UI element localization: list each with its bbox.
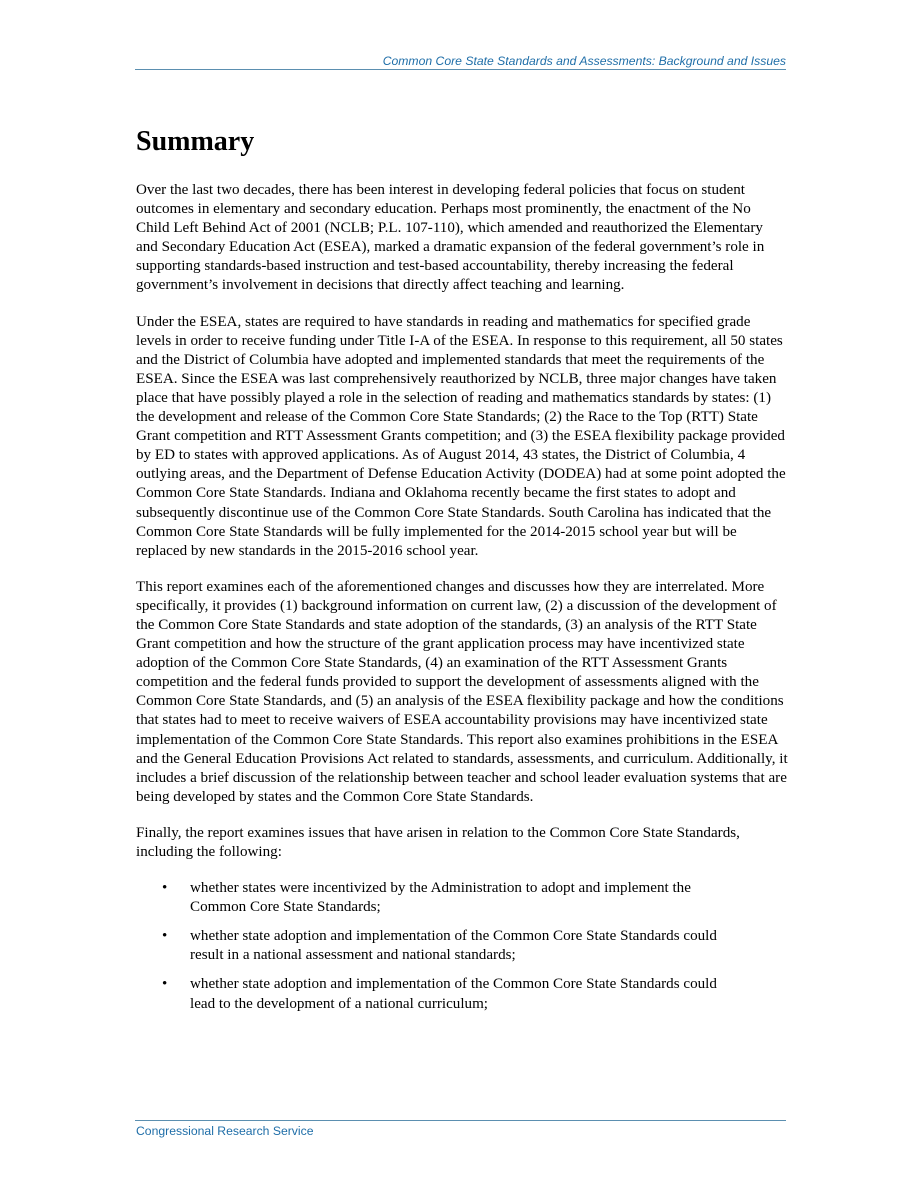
paragraph-1: Over the last two decades, there has been interest in developing federal policies that focus on student outcomes in elementary and secondary education. Perhaps most prominently, the enactment of the No Child Left Behind Act of 2001 (NCLB; P.L. 107-110), which amended and reauthorized the Elementary and Secondary Education Act (ESEA), marked a dramatic expansion of the federal government’s role in supporting standards-based instruction and test-based accountability, thereby increasing the federal government’s involvement in decisions that directly affect teaching and learning. [136, 182, 765, 294]
bullet-icon: • [162, 880, 168, 897]
paragraph-2: Under the ESEA, states are required to have standards in reading and mathematics for specified grade levels in order to receive funding under Title I-A of the ESEA. In response to this requirement, all 50 states and the District of Columbia have adopted and implemented standards that meet the requirements of the ESEA. Since the ESEA was last comprehensively reauthorized by NCLB, three major changes have taken place that have possibly played a role in the selection of reading and mathematics standards by states: (1) the development and release of the Common Core State Standards; (2) the Race to the Top (RTT) State Grant competition and RTT Assessment Grants competition; and (3) the ESEA flexibility package provided by ED to states with approved applications. As of August 2014, 43 states, the District of Columbia, 4 outlying areas, and the Department of Defense Education Activity (DODEA) had at some point adopted the Common Core State Standards. Indiana and Oklahoma recently became the first states to adopt and subsequently discontinue use of the Common Core State Standards. South Carolina has indicated that the Common Core State Standards will be fully implemented for the 2014-2015 school year but will be replaced by new standards in the 2015-2016 school year. [136, 313, 786, 559]
list-item [136, 927, 730, 965]
list-item [136, 975, 730, 1013]
list-item-text: whether state adoption and implementation of the Common Core State Standards could result in a national assessment and national standards; [190, 928, 717, 964]
issues-list [136, 879, 788, 1014]
paragraph-3: This report examines each of the aforementioned changes and discusses how they are interrelated. More specifically, it provides (1) background information on current law, (2) a discussion of the development of the Common Core State Standards and state adoption of the standards, (3) an analysis of the RTT State Grant competition and how the structure of the grant application process may have incentivized state adoption of the Common Core State Standards, (4) an examination of the RTT Assessment Grants competition and the federal funds provided to support the development of assessments aligned with the Common Core State Standards, and (5) an analysis of the ESEA flexibility package and how the conditions that states had to meet to receive waivers of ESEA accountability provisions may have incentivized state implementation of the Common Core State Standards. This report also examines prohibitions in the ESEA and the General Education Provisions Act related to standards, assessments, and curriculum. Additionally, it includes a brief discussion of the relationship between teacher and school leader evaluation systems that are being developed by states and the Common Core State Standards. [136, 578, 788, 805]
list-item-text: whether states were incentivized by the Administration to adopt and implement the Common Core State Standards; [190, 880, 691, 916]
list-item-text: whether state adoption and implementation of the Common Core State Standards could lead to the development of a national curriculum; [190, 976, 717, 1012]
page-footer [135, 1120, 786, 1138]
page-header [135, 54, 786, 70]
paragraph-4: Finally, the report examines issues that have arisen in relation to the Common Core State Standards, including the following: [136, 824, 740, 860]
list-item [136, 879, 730, 917]
page-title: Summary [136, 126, 255, 157]
running-header-title: Common Core State Standards and Assessments: Background and Issues [382, 54, 786, 68]
footer-organization: Congressional Research Service [136, 1124, 314, 1138]
bullet-icon: • [162, 976, 168, 993]
page-content [136, 124, 788, 1024]
bullet-icon: • [162, 928, 168, 945]
